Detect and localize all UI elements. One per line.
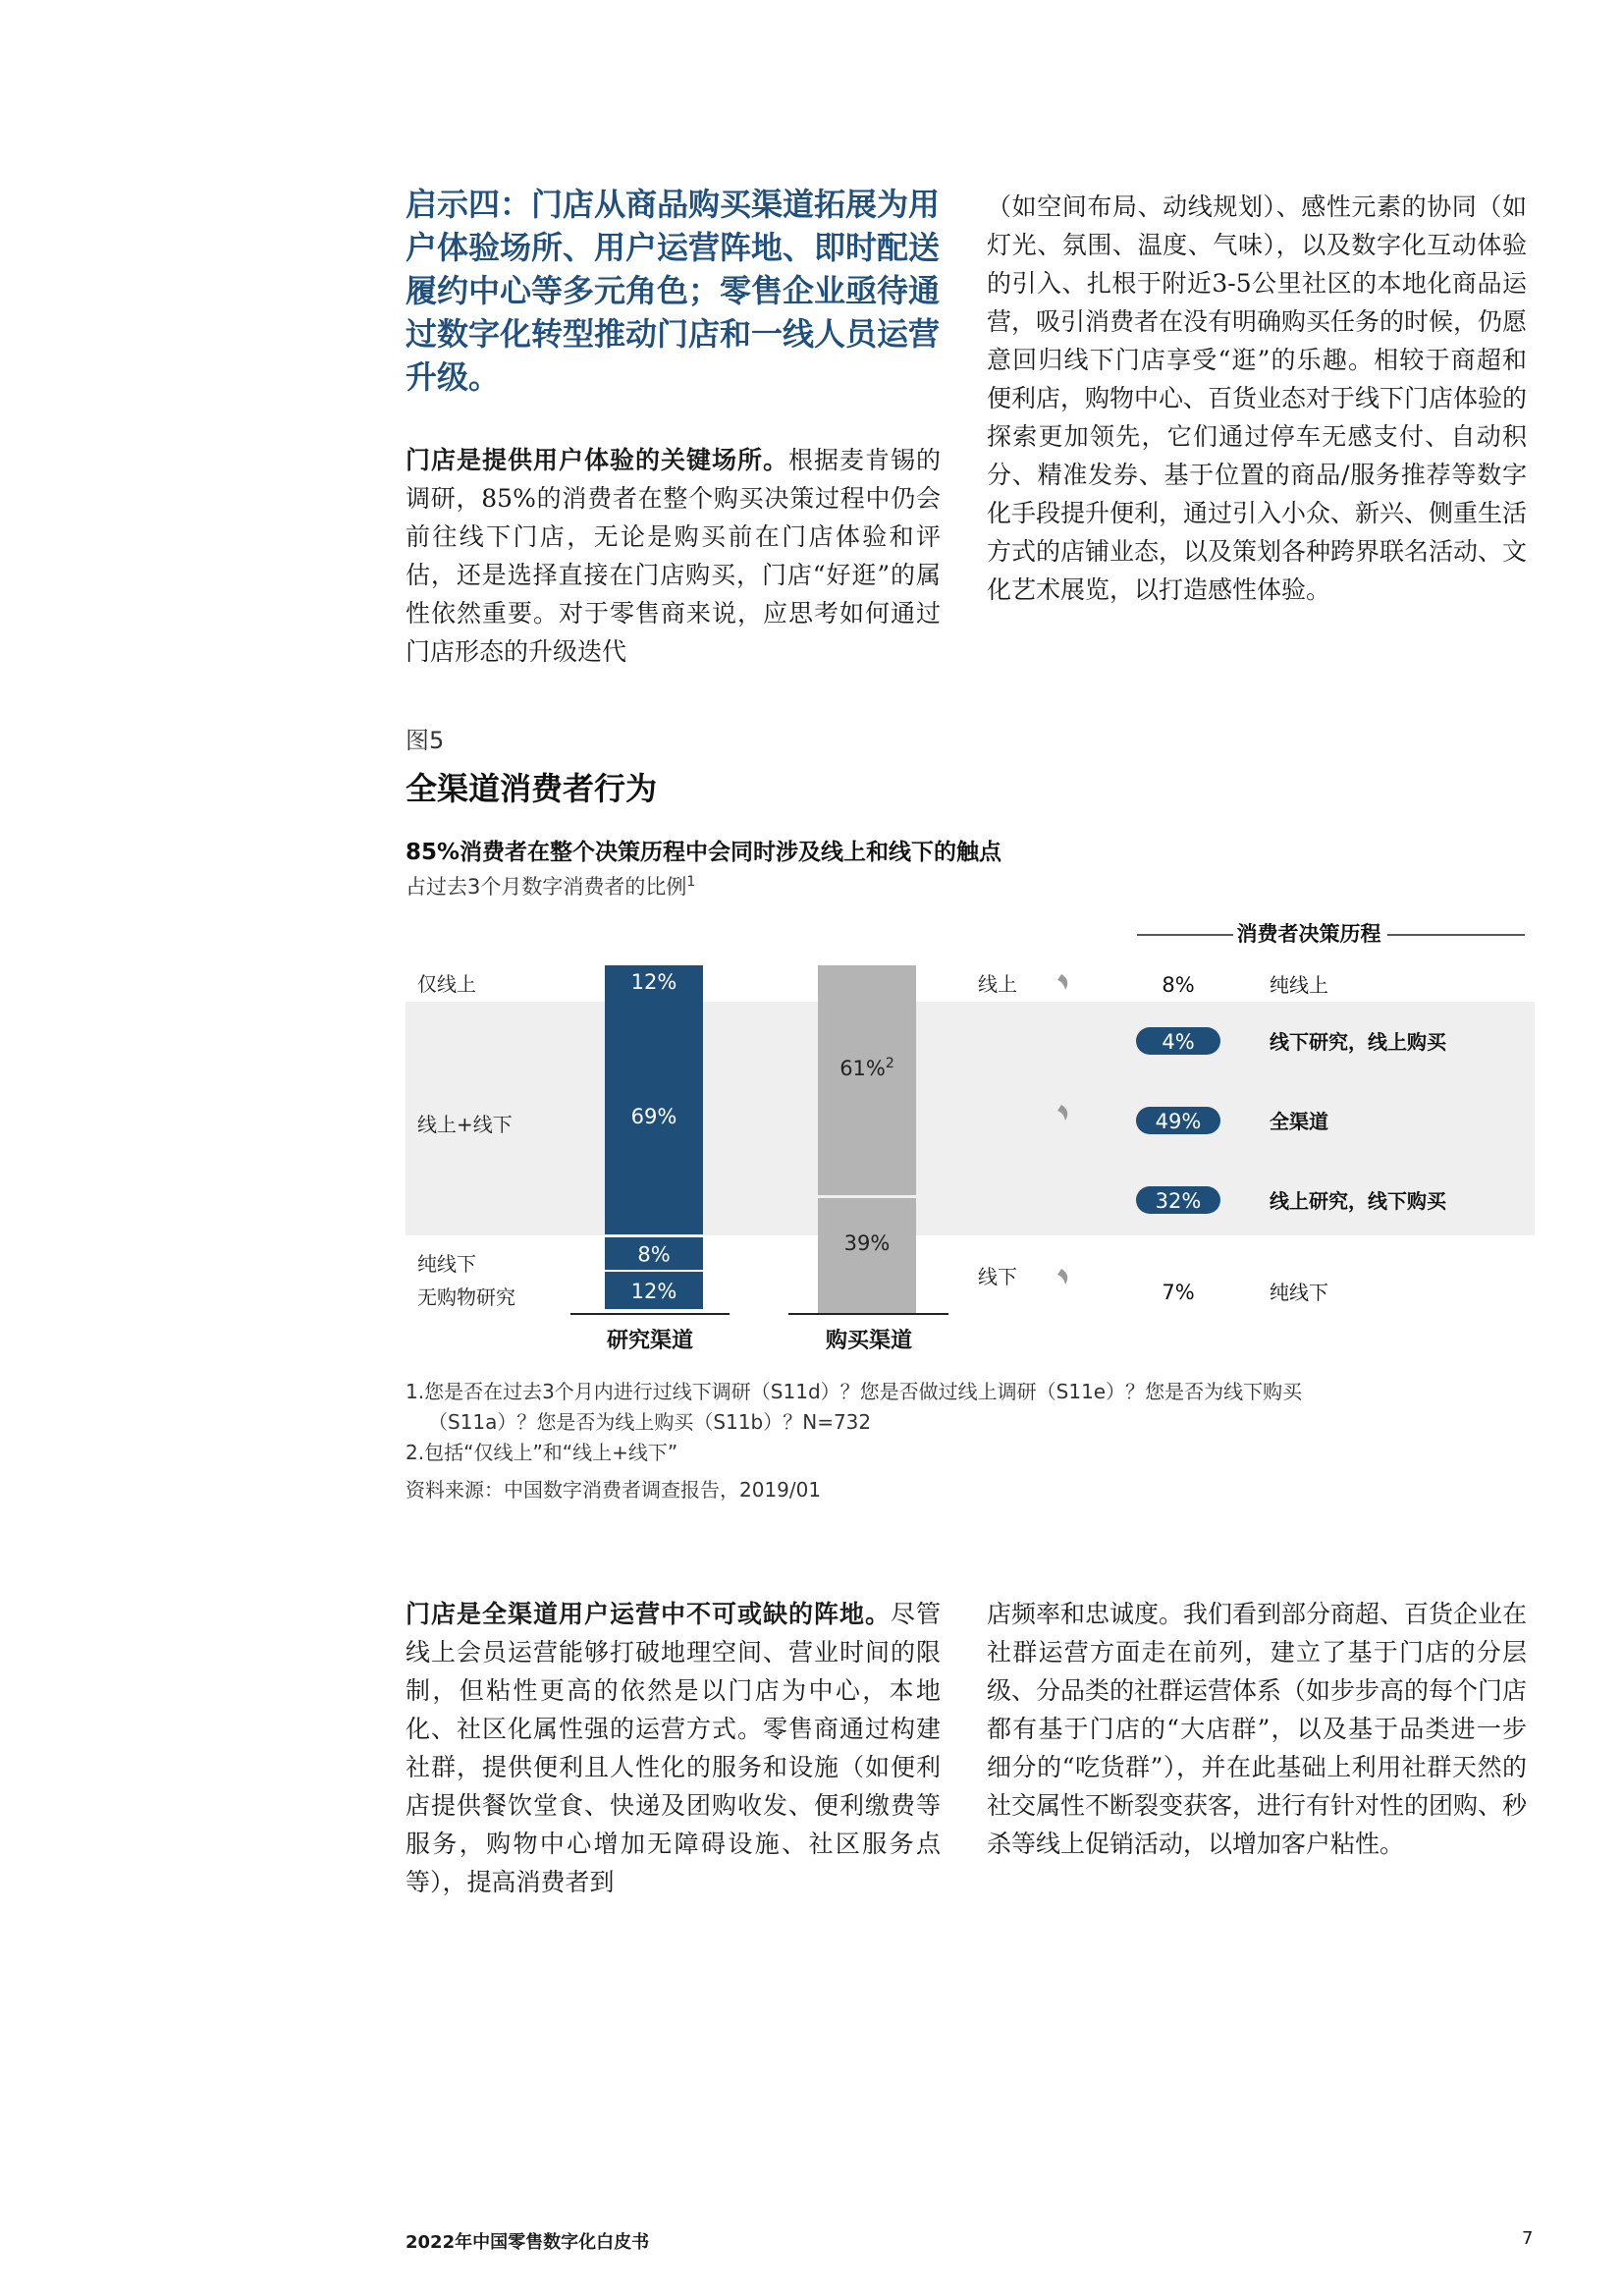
omnichannel-chart — [406, 903, 1535, 1365]
journey-header: 消费者决策历程 — [1236, 922, 1381, 946]
row-label-online-only: 仅线上 — [417, 972, 476, 996]
journey-value-0: 8% — [1162, 973, 1195, 997]
paragraph-store-experience — [406, 441, 941, 671]
research-bar-label-2: 8% — [637, 1242, 671, 1267]
category-label-research: 研究渠道 — [606, 1329, 694, 1353]
paragraph-text: 尽管线上会员运营能够打破地理空间、营业时间的限制，但粘性更高的依然是以门店为中心，本地化、社区化属性强的运营方式。零售商通过构建社群，提供便利且人性化的服务和设施（如便利店提供餐饮堂食、快递及团购收发、便利缴费等服务，购物中心增加无障碍设施、社区服务点等），提高消费者到 — [406, 1600, 941, 1896]
journey-left-offline: 线下 — [978, 1265, 1017, 1288]
figure-label: 图5 — [406, 727, 445, 754]
journey-label-2: 全渠道 — [1270, 1110, 1328, 1133]
journey-label-1: 线下研究，线上购买 — [1270, 1030, 1446, 1054]
category-label-purchase: 购买渠道 — [825, 1329, 913, 1353]
footnote-1: 1.您是否在过去3个月内进行过线下调研（S11d）？您是否做过线上调研（S11e）？您是否为线下购买 — [406, 1380, 1303, 1403]
research-bar-label-1: 69% — [630, 1105, 677, 1128]
source-note: 资料来源：中国数字消费者调查报告，2019/01 — [406, 1478, 822, 1502]
arrow-icon — [1057, 974, 1067, 990]
row-label-offline-only: 纯线下 — [417, 1252, 476, 1276]
journey-left-online: 线上 — [978, 972, 1017, 996]
paragraph-store-experience-cont: （如空间布局、动线规划）、感性元素的协同（如灯光、氛围、温度、气味），以及数字化互动体验的引入、扎根于附近3-5公里社区的本地化商品运营，吸引消费者在没有明确购买任务的时候，仍愿意回归线下门店享受“逛”的乐趣。相较于商超和便利店，购物中心、百货业态对于线下门店体验的探索更加领先，它们通过停车无感支付、自动积分、精准发券、基于位置的商品/服务推荐等数字化手段提升便利，通过引入小众、新兴、侧重生活方式的店铺业态，以及策划各种跨界联名活动、文化艺术展览，以打造感性体验。 — [987, 192, 1528, 604]
paragraph-omnichannel-store-cont: 店频率和忠诚度。我们看到部分商超、百货企业在社群运营方面走在前列，建立了基于门店的分层级、分品类的社群运营体系（如步步高的每个门店都有基于门店的“大店群”，以及基于品类进一步细分的“吃货群”），并在此基础上利用社群天然的社交属性不断裂变获客，进行有针对性的团购、秒杀等线上促销活动，以增加客户粘性。 — [987, 1600, 1528, 1858]
research-bar-label-3: 12% — [630, 1280, 677, 1303]
arrow-icon — [1057, 1269, 1067, 1285]
paragraph-text: 根据麦肯锡的调研，85%的消费者在整个购买决策过程中仍会前往线下门店，无论是购买前在门店体验和评估，还是选择直接在门店购买，门店“好逛”的属性依然重要。对于零售商来说，应思考如何通过门店形态的升级迭代 — [406, 446, 941, 666]
paragraph-omnichannel-store — [406, 1595, 941, 1901]
journey-value-2: 49% — [1155, 1110, 1202, 1133]
figure-title: 全渠道消费者行为 — [406, 770, 658, 807]
row-label-no-research: 无购物研究 — [417, 1285, 515, 1309]
journey-value-4: 7% — [1162, 1281, 1195, 1304]
journey-label-4: 纯线下 — [1270, 1281, 1328, 1304]
footer-title: 2022年中国零售数字化白皮书 — [406, 2232, 650, 2253]
journey-value-1: 4% — [1162, 1030, 1195, 1054]
research-bar-stack — [605, 965, 703, 1309]
row-label-online-offline: 线上+线下 — [417, 1113, 513, 1136]
journey-label-0: 纯线上 — [1270, 973, 1328, 997]
purchase-bar-label-1: 39% — [843, 1231, 891, 1255]
purchase-bar-label-0: 61%$^2$ — [839, 1056, 894, 1080]
figure-subtitle-2: 占过去3个月数字消费者的比例$^1$ — [406, 874, 696, 899]
footnote-2: 2.包括“仅线上”和“线上+线下” — [406, 1441, 678, 1464]
paragraph-lead: 门店是提供用户体验的关键场所。 — [406, 446, 788, 474]
purchase-bar-stack — [818, 965, 916, 1314]
journey-label-3: 线上研究，线下购买 — [1270, 1189, 1446, 1213]
paragraph-lead: 门店是全渠道用户运营中不可或缺的阵地。 — [406, 1600, 891, 1628]
research-bar-label-0: 12% — [630, 970, 677, 994]
purchase-bar-0 — [818, 965, 916, 1195]
page-number: 7 — [1522, 2228, 1534, 2249]
section-heading: 启示四：门店从商品购买渠道拓展为用户体验场所、用户运营阵地、即时配送履约中心等多元角色；零售企业亟待通过数字化转型推动门店和一线人员运营升级。 — [406, 186, 941, 396]
purchase-bar-1 — [818, 1198, 916, 1314]
journey-value-3: 32% — [1155, 1189, 1202, 1213]
footnote-1b: （S11a）？您是否为线上购买（S11b）？N=732 — [428, 1410, 872, 1434]
figure-subtitle: 85%消费者在整个决策历程中会同时涉及线上和线下的触点 — [406, 840, 1002, 865]
